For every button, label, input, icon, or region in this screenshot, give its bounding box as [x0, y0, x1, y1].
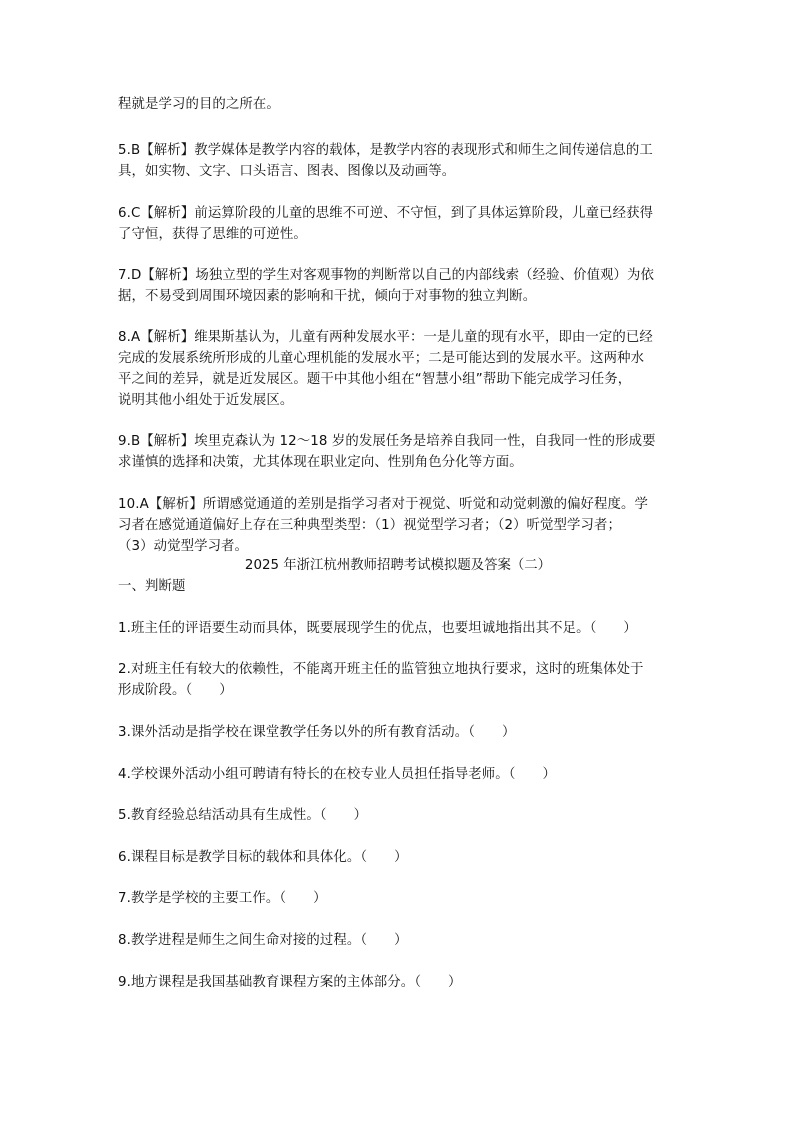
text-line: 说明其他小组处于近发展区。	[118, 393, 294, 408]
text-line: 据，不易受到周围环境因素的影响和干扰，倾向于对事物的独立判断。	[118, 289, 537, 304]
text-line: 6.课程目标是教学目标的载体和具体化。（ ）	[118, 850, 408, 865]
text-line: 8.教学进程是师生之间生命对接的过程。（ ）	[118, 933, 408, 948]
text-line: 平之间的差异，就是近发展区。题干中其他小组在“智慧小组”帮助下能完成学习任务，	[118, 372, 632, 387]
text-line: 习者在感觉通道偏好上存在三种典型类型：（1）视觉型学习者；（2）听觉型学习者；	[118, 518, 621, 533]
exam-title: 2025 年浙江杭州教师招聘考试模拟题及答案（二）	[244, 558, 552, 573]
text-line: 4.学校课外活动小组可聘请有特长的在校专业人员担任指导老师。（ ）	[118, 767, 556, 782]
text-line: 3.课外活动是指学校在课堂教学任务以外的所有教育活动。（ ）	[118, 725, 516, 740]
text-line: 7.教学是学校的主要工作。（ ）	[118, 891, 327, 906]
text-line: 7.D【解析】场独立型的学生对客观事物的判断常以自己的内部线索（经验、价值观）为依	[118, 268, 655, 283]
text-line: 2.对班主任有较大的依赖性，不能离开班主任的监管独立地执行要求，这时的班集体处于	[118, 662, 644, 677]
question-7	[118, 888, 678, 909]
text-line: 1.班主任的评语要生动而具体，既要展现学生的优点，也要坦诚地指出其不足。（ ）	[118, 621, 637, 636]
text-line: 求谨慎的选择和决策，尤其体现在职业定向、性别角色分化等方面。	[118, 455, 523, 470]
text-line: 程就是学习的目的之所在。	[118, 97, 280, 112]
question-2	[118, 659, 678, 701]
section-heading-text: 一、判断题	[118, 579, 186, 594]
text-line: 8.A【解析】维果斯基认为，儿童有两种发展水平：一是儿童的现有水平，即由一定的已经	[118, 330, 653, 345]
text-line: 形成阶段。（ ）	[118, 683, 233, 698]
question-1	[118, 618, 678, 639]
text-line: 完成的发展系统所形成的儿童心理机能的发展水平；二是可能达到的发展水平。这两种水	[118, 351, 645, 366]
text-line: 5.B【解析】教学媒体是教学内容的载体，是教学内容的表现形式和师生之间传递信息的工	[118, 143, 653, 158]
text-line: 10.A【解析】所谓感觉通道的差别是指学习者对于视觉、听觉和动觉刺激的偏好程度。学	[118, 497, 649, 512]
answer-paragraph-8	[118, 327, 678, 411]
answer-paragraph-6	[118, 203, 678, 245]
text-line: 9.地方课程是我国基础教育课程方案的主体部分。（ ）	[118, 975, 462, 990]
question-8	[118, 930, 678, 951]
question-5	[118, 805, 678, 826]
question-9	[118, 972, 678, 993]
text-line: （3）动觉型学习者。	[118, 539, 249, 554]
question-3	[118, 722, 678, 743]
answer-paragraph-9	[118, 431, 678, 473]
text-line: 9.B【解析】埃里克森认为 12～18 岁的发展任务是培养自我同一性，自我同一性的形成要	[118, 434, 656, 449]
question-6	[118, 847, 678, 868]
answer-paragraph-5	[118, 140, 678, 182]
text-line: 了守恒，获得了思维的可逆性。	[118, 227, 307, 242]
section-heading	[118, 576, 678, 597]
text-line: 6.C【解析】前运算阶段的儿童的思维不可逆、不守恒，到了具体运算阶段，儿童已经获得	[118, 206, 654, 221]
answer-paragraph-10	[118, 494, 678, 557]
text-line: 具，如实物、文字、口头语言、图表、图像以及动画等。	[118, 164, 456, 179]
answer-paragraph-7	[118, 265, 678, 307]
text-line: 5.教育经验总结活动具有生成性。（ ）	[118, 808, 368, 823]
question-4	[118, 764, 678, 785]
answer-paragraph-4-cont	[118, 94, 678, 115]
